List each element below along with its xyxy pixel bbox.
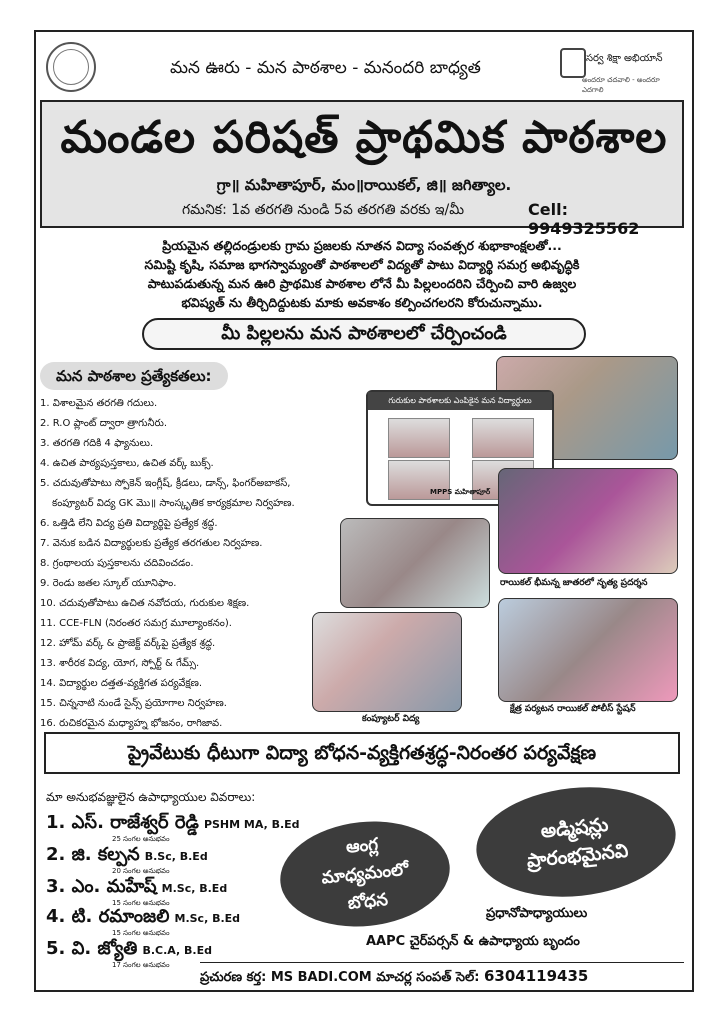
feature-item: 9. రెండు జతల స్కూల్ యూనిఫాం.	[40, 578, 177, 589]
children-group-photo	[340, 518, 490, 608]
student-photo	[388, 418, 450, 458]
intro-paragraph	[50, 236, 674, 312]
teacher-name: 3. ఎం. మహేష్	[46, 876, 157, 897]
school-note: గమనిక: 1వ తరగతి నుండి 5వ తరగతి వరకు ఇ/మీ	[182, 202, 465, 218]
footer	[200, 962, 684, 989]
ssa-logo-tagline: అందరూ చదవాలి - అందరూ ఎదగాలి	[582, 76, 660, 94]
teacher-entry	[46, 938, 212, 971]
bubble-line: ప్రారంభమైనవి	[525, 839, 630, 873]
computer-class-photo	[312, 612, 462, 712]
feature-item: 10. చదువుతోపాటు ఉచిత నవోదయ, గురుకుల శిక్షణ.	[40, 598, 250, 609]
feature-item: 14. విద్యార్థుల దత్తత-వ్యక్తిగత పర్యవేక్షణ.	[40, 678, 203, 689]
feature-item: 15. చిన్ననాటి నుండే సైన్స్ ప్రయోగాల నిర్వహణ.	[40, 698, 227, 709]
bubble-line: ఆంగ్ల	[345, 834, 380, 858]
dance-caption: రాయికల్ భీమన్న జాతరలో నృత్య ప్రదర్శన	[500, 578, 648, 588]
feature-item: 2. R.O ప్లాంట్ ద్వారా త్రాగునీరు.	[40, 418, 168, 429]
feature-item: 13. శారీరక విద్య, యోగ, స్పోర్ట్ & గేమ్స్.	[40, 658, 200, 669]
teacher-experience: 25 సంగల అనుభవం	[112, 835, 170, 843]
computer-caption: కంప్యూటర్ విద్య	[362, 714, 420, 724]
teacher-qualification: M.Sc, B.Ed	[174, 912, 241, 925]
teacher-name: 2. జి. కల్పన	[46, 844, 140, 865]
aapc-signoff: AAPC చైర్‌పర్సన్ & ఉపాధ్యాయ బృందం	[366, 934, 580, 949]
teacher-entry	[46, 844, 208, 877]
school-cell: Cell: 9949325562	[528, 200, 640, 238]
teacher-experience: 20 సంగల అనుభవం	[112, 867, 170, 875]
teacher-qualification: M.Sc, B.Ed	[161, 882, 228, 895]
teacher-entry	[46, 906, 240, 939]
features-heading: మన పాఠశాల ప్రత్యేకతలు:	[40, 362, 228, 390]
mpps-label: MPPS మహితాపూర్	[430, 488, 491, 496]
teacher-name: 1. ఎస్. రాజేశ్వర్ రెడ్డి	[46, 812, 199, 833]
school-title: మండల పరిషత్ ప్రాథమిక పాఠశాల	[60, 112, 668, 163]
footer-publisher: ప్రచురణ కర్త: MS BADI.COM మాచర్ల సంపత్ సెల్:	[200, 970, 480, 985]
teacher-experience: 15 సంగల అనుభవం	[112, 899, 170, 907]
feature-item: 5. చదువుతోపాటు స్పోకెన్ ఇంగ్లీష్, క్రీడలు, డాన్స్, ఫింగర్అబాకస్,	[40, 478, 291, 489]
teacher-experience: 17 సంగల అనుభవం	[112, 961, 170, 969]
feature-item: 8. గ్రంథాలయ పుస్తకాలను చదివించడం.	[40, 558, 194, 569]
enroll-banner: మీ పిల్లలను మన పాఠశాలలో చేర్పించండి	[142, 318, 586, 350]
teachers-heading: మా అనుభవజ్ఞులైన ఉపాధ్యాయుల వివరాలు:	[46, 790, 256, 804]
bubble-line: బోధన	[346, 889, 389, 914]
teacher-name: 4. టి. రమాంజలి	[46, 906, 170, 927]
teacher-experience: 15 సంగల అనుభవం	[112, 929, 170, 937]
bubble-line: అడ్మిషన్లు	[539, 813, 610, 843]
footer-cell: 6304119435	[483, 967, 589, 985]
dance-performance-photo	[498, 468, 678, 574]
feature-item: 11. CCE-FLN (నిరంతర సమగ్ర మూల్యాంకనం).	[40, 618, 232, 629]
features-list	[40, 394, 330, 734]
feature-item: 7. వెనుక బడిన విద్యార్థులకు ప్రత్యేక తరగతుల నిర్వహణ.	[40, 538, 263, 549]
intro-line: సమిష్టి కృషి, సమాజ భాగస్వామ్యంతో పాఠశాలలో విద్యతో పాటు విద్యార్థి సమగ్ర అభివృద్ధికి	[144, 257, 580, 272]
book-reader-icon	[560, 48, 586, 78]
headmaster-signoff: ప్రధానోపాధ్యాయులు	[486, 906, 588, 921]
feature-item: 16. రుచికరమైన మధ్యాహ్న భోజనం, రాగిజావ.	[40, 718, 223, 729]
ssa-logo-title: సర్వ శిక్షా అభియాన్	[586, 53, 663, 64]
teacher-qualification: B.Sc, B.Ed	[144, 850, 208, 863]
intro-line: పాటుపడుతున్న మన ఊరి ప్రాథమిక పాఠశాల లోనే మీ పిల్లలందరిని చేర్పించి వారి ఉజ్వల	[147, 276, 577, 291]
feature-item: 3. తరగతి గదికి 4 ఫ్యానులు.	[40, 438, 154, 449]
teacher-qualification: B.C.A, B.Ed	[142, 944, 212, 957]
student-photo	[472, 418, 534, 458]
teacher-name: 5. వి. జ్యోతి	[46, 938, 138, 959]
feature-item: కంప్యూటర్ విద్య GK మొ॥ సాంస్కృతిక కార్యక్రమాల నిర్వహణ.	[52, 498, 295, 509]
intro-line: ప్రియమైన తల్లిదండ్రులకు గ్రామ ప్రజలకు నూతన విద్యా సంవత్సర శుభాకాంక్షలతో...	[162, 238, 562, 253]
header-motto: మన ఊరు - మన పాఠశాల - మనందరి బాధ్యత	[170, 58, 481, 78]
gurukul-caption: గురుకుల పాఠశాలకు ఎంపికైన మన విద్యార్థులు	[368, 392, 552, 410]
feature-item: 6. ఒత్తిడి లేని విద్య ప్రతి విద్యార్థిపై ప్రత్యేక శ్రద్ధ.	[40, 518, 218, 529]
teacher-entry	[46, 876, 227, 909]
police-station-visit-photo	[498, 598, 678, 702]
teacher-entry	[46, 812, 300, 845]
school-title-box	[40, 100, 684, 238]
intro-line: భవిష్యత్ ను తీర్చిదిద్దుటకు మాకు అవకాశం కల్పించగలరని కోరుచున్నాము.	[181, 295, 543, 310]
bubble-line: మాధ్యమంలో	[320, 859, 410, 889]
state-emblem-icon	[46, 42, 96, 92]
quality-banner: ప్రైవేటుకు ధీటుగా విద్యా బోధన-వ్యక్తిగతశ్రద్ధ-నిరంతర పర్యవేక్షణ	[44, 732, 680, 774]
feature-item: 12. హోమ్ వర్క్ & ప్రాజెక్ట్ వర్క్‌పై ప్రత్యేక శ్రద్ధ.	[40, 638, 216, 649]
ssa-logo	[560, 48, 680, 94]
teacher-qualification: PSHM MA, B.Ed	[203, 818, 300, 831]
feature-item: 4. ఉచిత పాఠ్యపుస్తకాలు, ఉచిత వర్క్ బుక్స్.	[40, 458, 214, 469]
feature-item: 1. విశాలమైన తరగతి గదులు.	[40, 398, 158, 409]
school-address: గ్రా॥ మహితాపూర్, మం॥రాయికల్, జి॥ జగిత్యాల.	[216, 176, 512, 194]
police-caption: క్షేత్ర పర్యటన రాయికల్ పోలీస్ స్టేషన్	[510, 704, 636, 714]
